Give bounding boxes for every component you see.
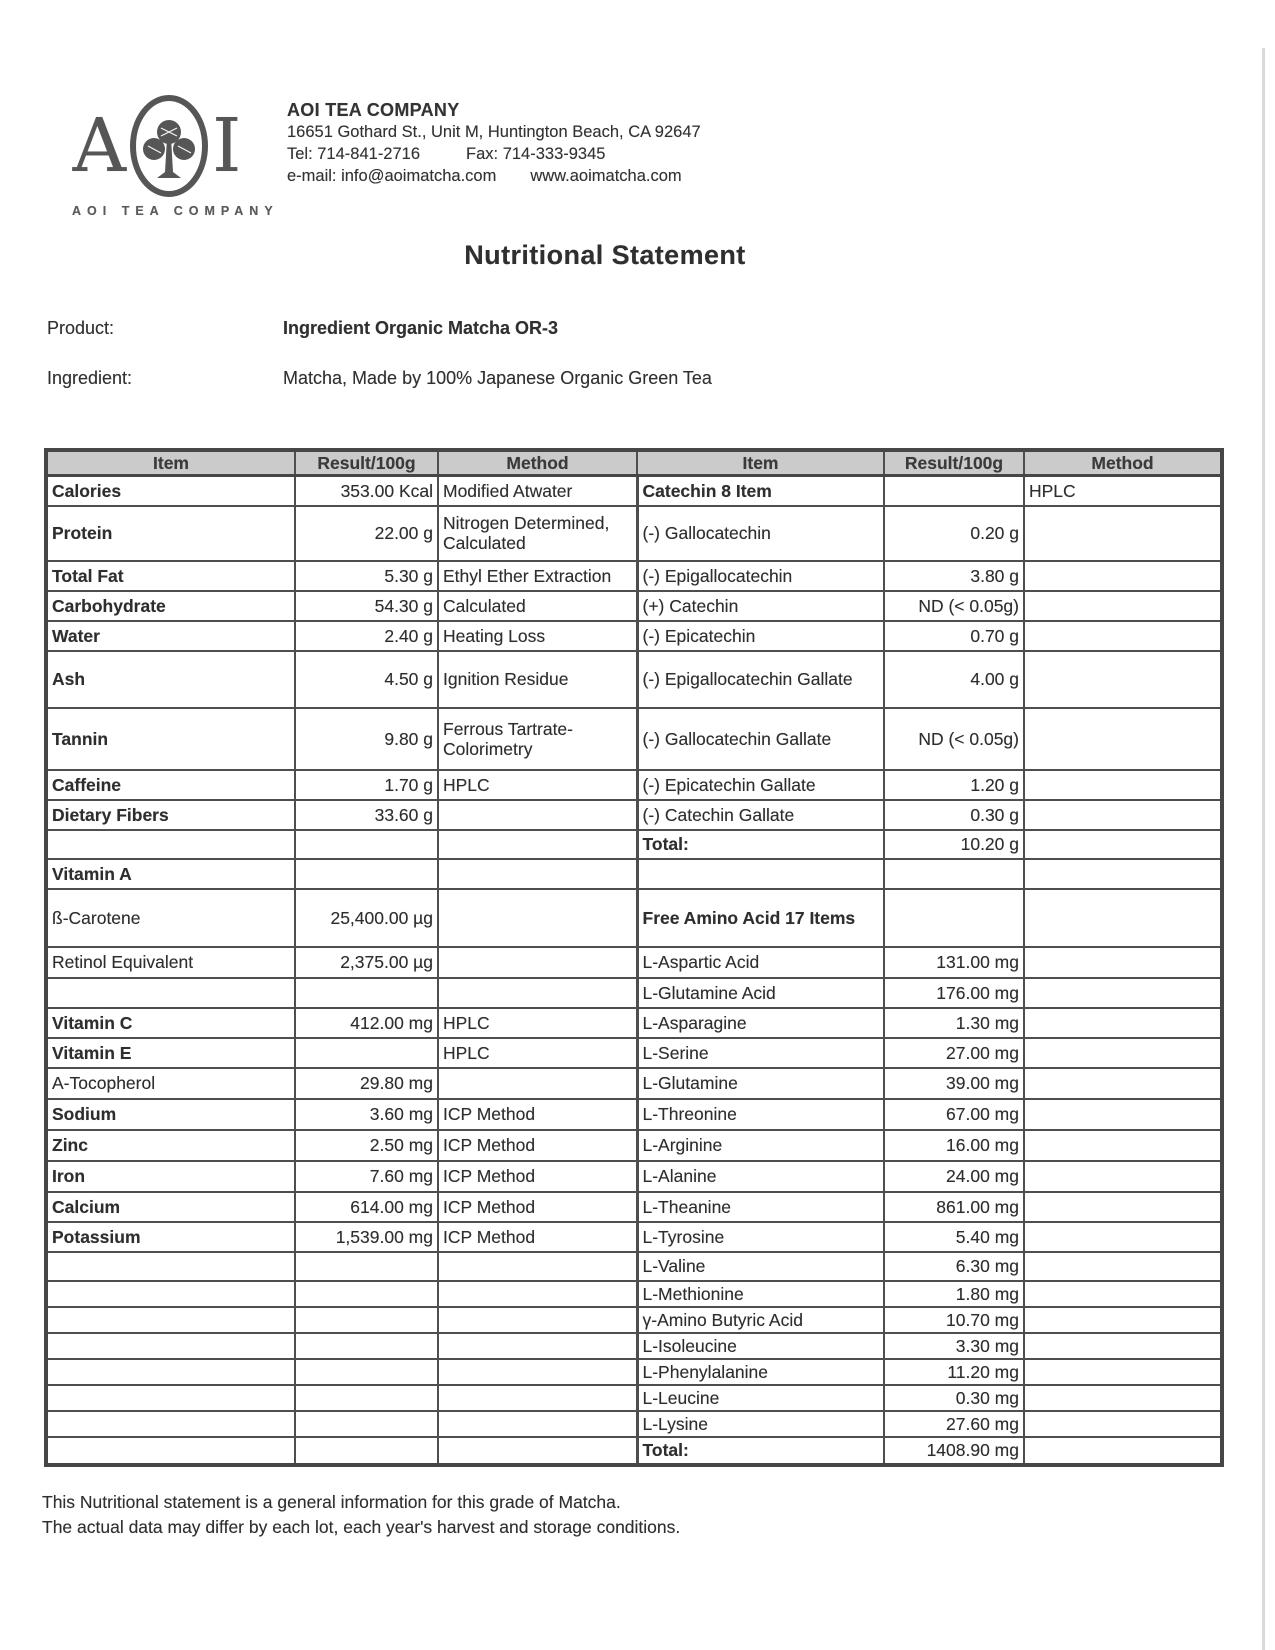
table-cell: Ethyl Ether Extraction [438,561,637,591]
table-cell: L-Valine [637,1252,884,1281]
table-cell: Dietary Fibers [46,800,295,830]
table-row [46,947,1222,978]
table-cell: Tannin [46,708,295,770]
table-row [46,1385,1222,1411]
table-cell: ICP Method [438,1192,637,1222]
table-cell [438,1411,637,1437]
logo-tree-icon [128,94,210,198]
table-row [46,1161,1222,1192]
table-cell: (-) Epigallocatechin Gallate [637,651,884,708]
table-cell: Total: [637,830,884,859]
company-fax: Fax: 714-333-9345 [466,145,606,163]
table-cell: Water [46,621,295,651]
table-cell: 3.80 g [884,561,1024,591]
table-cell: 7.60 mg [295,1161,438,1192]
table-cell [884,476,1024,506]
table-cell: 33.60 g [295,800,438,830]
table-cell [46,978,295,1008]
table-cell: Retinol Equivalent [46,947,295,978]
table-row [46,476,1222,506]
table-cell [1024,1333,1222,1359]
table-cell: Calculated [438,591,637,621]
table-row [46,506,1222,561]
table-cell [884,859,1024,889]
table-row [46,859,1222,889]
table-cell [295,859,438,889]
table-cell [1024,1307,1222,1333]
table-cell [295,1411,438,1437]
table-row [46,770,1222,800]
table-cell: Potassium [46,1222,295,1252]
table-cell [295,978,438,1008]
table-cell: Carbohydrate [46,591,295,621]
table-cell [1024,1385,1222,1411]
table-cell: HPLC [438,1038,637,1068]
table-cell [1024,1222,1222,1252]
table-cell: L-Aspartic Acid [637,947,884,978]
table-cell: 27.00 mg [884,1038,1024,1068]
table-cell: (-) Epicatechin Gallate [637,770,884,800]
table-cell [46,1252,295,1281]
table-cell: HPLC [1024,476,1222,506]
table-row [46,800,1222,830]
company-logo [72,92,279,218]
table-row [46,1411,1222,1437]
logo-caption: AOI TEA COMPANY [72,204,279,218]
table-cell: 24.00 mg [884,1161,1024,1192]
table-cell: Total: [637,1437,884,1465]
table-cell: ICP Method [438,1222,637,1252]
table-cell [438,1307,637,1333]
table-cell [438,1333,637,1359]
table-cell: 9.80 g [295,708,438,770]
logo-letter-a: A [72,103,127,189]
table-cell [884,889,1024,947]
table-row [46,1281,1222,1307]
table-row [46,708,1222,770]
table-cell: 1.70 g [295,770,438,800]
table-cell: 1408.90 mg [884,1437,1024,1465]
table-cell: Calcium [46,1192,295,1222]
nutrition-table [44,448,1224,1467]
table-cell: L-Alanine [637,1161,884,1192]
table-row [46,830,1222,859]
table-cell: Iron [46,1161,295,1192]
table-row [46,591,1222,621]
header-method-right: Method [1024,450,1222,476]
table-cell: 1.30 mg [884,1008,1024,1038]
table-cell [1024,859,1222,889]
table-cell [46,1281,295,1307]
table-cell: 0.70 g [884,621,1024,651]
table-cell: L-Methionine [637,1281,884,1307]
table-cell: ICP Method [438,1130,637,1161]
table-cell: 0.20 g [884,506,1024,561]
table-cell [1024,1192,1222,1222]
table-cell: 614.00 mg [295,1192,438,1222]
table-cell [295,1359,438,1385]
table-cell [46,1385,295,1411]
table-row [46,651,1222,708]
table-cell [438,859,637,889]
table-cell [1024,1038,1222,1068]
table-row [46,561,1222,591]
table-cell: Total Fat [46,561,295,591]
table-cell [438,800,637,830]
table-cell [438,1385,637,1411]
table-cell [438,1252,637,1281]
table-cell: ICP Method [438,1161,637,1192]
table-cell [1024,1161,1222,1192]
table-cell [295,1385,438,1411]
header-result-left: Result/100g [295,450,438,476]
table-cell: Protein [46,506,295,561]
ingredient-value: Matcha, Made by 100% Japanese Organic Green Tea [283,368,712,388]
table-cell: A-Tocopherol [46,1068,295,1099]
header-item-right: Item [637,450,884,476]
table-cell: 176.00 mg [884,978,1024,1008]
table-cell [1024,1359,1222,1385]
table-cell: Vitamin E [46,1038,295,1068]
table-cell [46,830,295,859]
table-cell [1024,591,1222,621]
table-cell: ß-Carotene [46,889,295,947]
table-cell: L-Asparagine [637,1008,884,1038]
table-cell: Free Amino Acid 17 Items [637,889,884,947]
table-cell: 0.30 g [884,800,1024,830]
table-cell: 131.00 mg [884,947,1024,978]
table-cell: (+) Catechin [637,591,884,621]
table-cell: HPLC [438,1008,637,1038]
table-cell [295,1281,438,1307]
table-cell: Heating Loss [438,621,637,651]
table-cell: ICP Method [438,1099,637,1130]
table-cell: L-Theanine [637,1192,884,1222]
table-cell: 27.60 mg [884,1411,1024,1437]
table-cell [1024,708,1222,770]
table-cell: 25,400.00 µg [295,889,438,947]
table-cell: Caffeine [46,770,295,800]
table-cell [295,1252,438,1281]
table-cell: 54.30 g [295,591,438,621]
table-cell [295,1038,438,1068]
table-cell: Nitrogen Determined, Calculated [438,506,637,561]
table-row [46,621,1222,651]
table-cell: L-Serine [637,1038,884,1068]
page-title: Nutritional Statement [464,240,746,270]
table-row [46,889,1222,947]
table-cell: ND (< 0.05g) [884,708,1024,770]
table-cell: Modified Atwater [438,476,637,506]
nutrition-table-body [46,476,1222,1465]
table-cell [46,1437,295,1465]
table-cell [295,1307,438,1333]
table-cell: Ash [46,651,295,708]
table-cell: 2.40 g [295,621,438,651]
table-cell: 861.00 mg [884,1192,1024,1222]
table-cell: L-Threonine [637,1099,884,1130]
product-row [47,318,1147,339]
table-cell: γ-Amino Butyric Acid [637,1307,884,1333]
table-cell: L-Glutamine Acid [637,978,884,1008]
table-cell: 2.50 mg [295,1130,438,1161]
table-cell: 1,539.00 mg [295,1222,438,1252]
table-cell: 0.30 mg [884,1385,1024,1411]
table-cell [1024,800,1222,830]
table-cell [295,1333,438,1359]
table-cell: (-) Epicatechin [637,621,884,651]
table-cell: 29.80 mg [295,1068,438,1099]
table-cell: 4.00 g [884,651,1024,708]
table-cell [1024,978,1222,1008]
table-cell [637,859,884,889]
table-cell: 39.00 mg [884,1068,1024,1099]
table-cell: L-Leucine [637,1385,884,1411]
table-cell: Sodium [46,1099,295,1130]
table-cell [1024,830,1222,859]
table-cell: Vitamin C [46,1008,295,1038]
table-cell: Catechin 8 Item [637,476,884,506]
table-cell: 22.00 g [295,506,438,561]
footnote-line-1: This Nutritional statement is a general information for this grade of Matcha. [42,1492,621,1512]
table-row [46,1307,1222,1333]
table-cell: HPLC [438,770,637,800]
table-row [46,1437,1222,1465]
table-row [46,1008,1222,1038]
table-cell [1024,561,1222,591]
company-address: 16651 Gothard St., Unit M, Huntington Beach, CA 92647 [287,123,701,141]
table-row [46,1130,1222,1161]
table-cell: 5.30 g [295,561,438,591]
table-cell: 10.70 mg [884,1307,1024,1333]
company-info [287,100,847,187]
table-cell: L-Isoleucine [637,1333,884,1359]
company-website: www.aoimatcha.com [530,167,682,185]
table-cell: 1.80 mg [884,1281,1024,1307]
table-cell [438,947,637,978]
table-cell: ND (< 0.05g) [884,591,1024,621]
product-label: Product: [47,318,115,338]
table-row [46,1192,1222,1222]
table-cell [46,1359,295,1385]
table-cell: 5.40 mg [884,1222,1024,1252]
table-cell [46,1411,295,1437]
table-row [46,1068,1222,1099]
table-cell [1024,889,1222,947]
table-cell: L-Lysine [637,1411,884,1437]
table-cell [46,1333,295,1359]
table-cell [1024,651,1222,708]
table-cell [1024,947,1222,978]
table-cell: 353.00 Kcal [295,476,438,506]
table-cell [1024,1437,1222,1465]
table-cell [1024,1008,1222,1038]
table-cell [46,1307,295,1333]
table-cell [1024,1281,1222,1307]
table-cell [438,1437,637,1465]
table-cell [1024,1099,1222,1130]
company-name: AOI TEA COMPANY [287,100,460,120]
table-cell: L-Arginine [637,1130,884,1161]
table-row [46,1252,1222,1281]
table-cell [1024,1130,1222,1161]
table-cell [295,830,438,859]
table-cell [438,889,637,947]
table-cell: L-Glutamine [637,1068,884,1099]
table-row [46,978,1222,1008]
table-cell: 412.00 mg [295,1008,438,1038]
table-cell: 16.00 mg [884,1130,1024,1161]
table-cell [1024,1252,1222,1281]
table-row [46,1359,1222,1385]
table-cell: 11.20 mg [884,1359,1024,1385]
table-cell [438,1281,637,1307]
table-row [46,1099,1222,1130]
table-cell: (-) Gallocatechin Gallate [637,708,884,770]
ingredient-row [47,368,1147,389]
table-cell: 6.30 mg [884,1252,1024,1281]
logo-letter-i: I [212,103,242,189]
header-method-left: Method [438,450,637,476]
table-row [46,1222,1222,1252]
table-cell [1024,1411,1222,1437]
table-header-row [46,450,1222,476]
table-cell: 1.20 g [884,770,1024,800]
table-cell: 2,375.00 µg [295,947,438,978]
table-cell [438,1359,637,1385]
table-cell: L-Phenylalanine [637,1359,884,1385]
header-item-left: Item [46,450,295,476]
table-cell: L-Tyrosine [637,1222,884,1252]
table-cell: (-) Epigallocatechin [637,561,884,591]
table-cell [438,978,637,1008]
table-cell: Ignition Residue [438,651,637,708]
product-value: Ingredient Organic Matcha OR-3 [283,318,559,338]
footnote [42,1490,1192,1540]
table-cell: (-) Gallocatechin [637,506,884,561]
table-row [46,1333,1222,1359]
table-cell [438,830,637,859]
ingredient-label: Ingredient: [47,368,133,388]
table-cell [1024,1068,1222,1099]
table-cell: Zinc [46,1130,295,1161]
company-tel: Tel: 714-841-2716 [287,145,421,163]
table-cell: (-) Catechin Gallate [637,800,884,830]
table-cell [1024,770,1222,800]
table-cell [295,1437,438,1465]
table-cell: Calories [46,476,295,506]
table-cell: 3.30 mg [884,1333,1024,1359]
table-cell: 67.00 mg [884,1099,1024,1130]
table-cell: Ferrous Tartrate-Colorimetry [438,708,637,770]
table-cell: Vitamin A [46,859,295,889]
header-result-right: Result/100g [884,450,1024,476]
table-cell: 3.60 mg [295,1099,438,1130]
table-cell: 10.20 g [884,830,1024,859]
table-row [46,1038,1222,1068]
scan-page-edge [1262,48,1265,1650]
table-cell [1024,506,1222,561]
footnote-line-2: The actual data may differ by each lot, each year's harvest and storage conditions. [42,1517,681,1537]
table-cell: 4.50 g [295,651,438,708]
table-cell [438,1068,637,1099]
company-email: e-mail: info@aoimatcha.com [287,167,497,185]
table-cell [1024,621,1222,651]
